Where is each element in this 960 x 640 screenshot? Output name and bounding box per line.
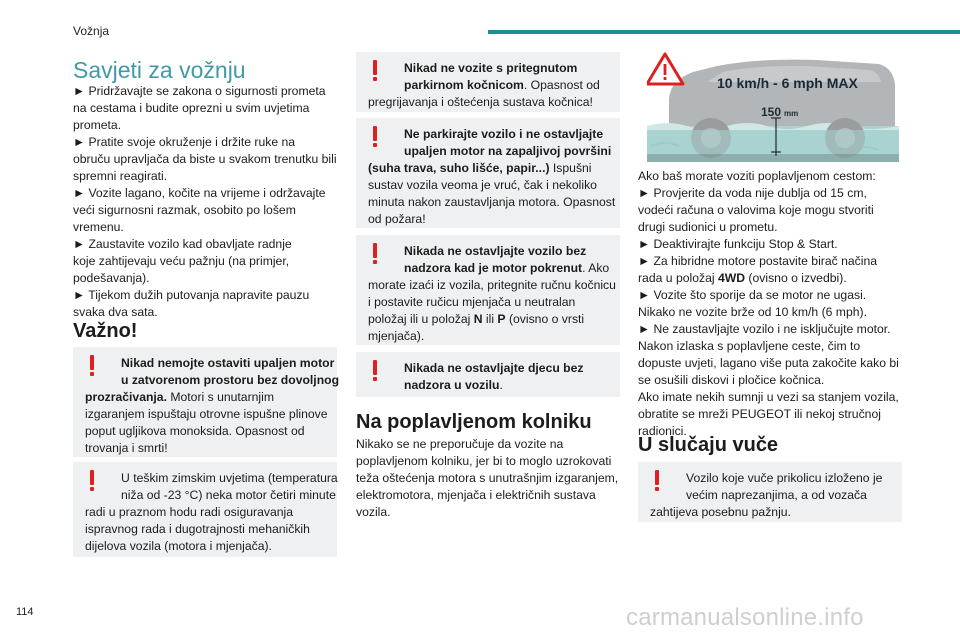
tip-line: ► Zaustavite vozilo kad obavljate radnje [73,237,292,251]
speed-limit-label: 10 km/h - 6 mph MAX [717,75,858,91]
important-heading: Važno! [73,320,138,342]
flood-step-line: ► Provjerite da voda nije dublja od 15 cm, [638,186,867,200]
warning-text: (suha trava, suho lišće, papir...) [368,161,550,175]
warning-icon [372,60,378,81]
tip-line: ► Tijekom dužih putovanja napravite pauzu [73,288,310,302]
warning-text: . [499,378,503,392]
warning-text: dijelova vozila (motora i mjenjača). [85,539,272,553]
flood-intro [356,436,620,521]
tip-line: ► Pridržavajte se zakona o sigurnosti prometa [73,84,326,98]
warning-text: pregrijavanja i oštećenja sustava kočnica! [368,95,593,109]
warning-text: zahtijeva posebnu pažnju. [650,505,791,519]
warning-icon [89,355,95,376]
tip-line: obruču upravljača da biste u svakom trenutku bili [73,152,337,166]
towing-heading: U slučaju vuče [638,434,779,456]
warning-text: (ovisno o vrsti [505,312,585,326]
flood-steps [638,168,906,440]
warning-text: parkirnom kočnicom [404,78,524,92]
flood-text-line: poplavljenom kolniku, jer bi to moglo uzrokovati [356,454,612,468]
flood-step-line: (ovisno o izvedbi). [745,271,847,285]
warning-icon [89,470,95,491]
warning-text: mjenjača). [368,329,425,343]
flood-text-line: teža oštećenja motora s unutrašnjim izgaranjem, [356,471,619,485]
section-label: Vožnja [73,24,110,38]
warning-icon [654,470,660,491]
warning-text: ispravnog rada i dugotrajnosti mehaničkih [85,522,310,536]
tip-line: podešavanja). [73,271,150,285]
warning-text: ili [482,312,498,326]
warning-text: niža od -23 °C) neka motor četiri minute [121,488,336,502]
warning-text: Motori s unutarnjim [166,390,274,404]
tip-line: prometa. [73,118,122,132]
depth-value: 150 [761,105,782,119]
warning-text: Nikada ne ostavljajte vozilo bez [404,244,587,258]
warning-text: Nikada ne ostavljajte djecu bez [404,361,584,375]
flood-step-line: ► Za hibridne motore postavite birač načina [638,254,878,268]
warning-text: Ispušni [549,161,592,175]
warning-text: nadzora kad je motor pokrenut [404,261,583,275]
tip-line: ► Vozite lagano, kočite na vrijeme i održavajte [73,186,326,200]
gear-position-n: N [473,312,483,326]
header-accent-bar [488,30,960,34]
depth-unit: mm [784,109,799,118]
warning-text: radi u praznom hodu radi osiguravanja [85,505,293,519]
warning-text: u zatvorenom prostoru bez dovoljnog [121,373,340,387]
flood-step-line: obratite se mreži PEUGEOT ili nekoj stručnoj [638,407,881,421]
warning-text: Vozilo koje vuče prikolicu izloženo je [686,471,883,485]
flood-step-line: vodeći računa o valovima koje mogu stvoriti [638,203,874,217]
warning-text: i postavite ručicu mjenjača u neutralan [368,295,576,309]
warning-box-unattended-vehicle [356,235,620,345]
flood-step-line: se osušili diskovi i pločice kočnica. [638,373,825,387]
flood-step-line: ► Ne zaustavljajte vozilo i ne isključujte motor. [638,322,891,336]
tip-line: na cestama i budite oprezni u svim uvjetima [73,101,310,115]
warning-text: položaj ili u položaj [368,312,474,326]
tip-line: koje zahtijevaju veću pažnju (na primjer, [73,254,290,268]
flood-heading: Na poplavljenom kolniku [356,411,592,433]
watermark: carmanualsonline.info [626,604,864,631]
mode-4wd: 4WD [717,271,746,285]
flood-step-line: Ako imate nekih sumnji u vezi sa stanjem vozila, [638,390,899,404]
warning-text: upaljen motor na zapaljivoj površini [404,144,612,158]
flood-step-line: Ako baš morate voziti poplavljenom cestom: [638,169,876,183]
flood-step-line: Nikako ne vozite brže od 10 km/h (6 mph). [638,305,867,319]
flood-step-line: ► Deaktivirajte funkciju Stop & Start. [638,237,838,251]
flood-step-line: radionici. [638,424,687,438]
tip-line: spremni reagirati. [73,169,168,183]
warning-text: trovanja i smrti! [85,441,168,455]
warning-box-ventilation [73,347,340,457]
flood-step-line: drugi sudionici u prometu. [638,220,778,234]
warning-text: Nikad ne vozite s pritegnutom [404,61,578,75]
warning-text: U teškim zimskim uvjetima (temperatura [121,471,338,485]
warning-text: izgaranjem ispuštaju otrovne ispušne plinove [85,407,328,421]
warning-text: Ne parkirajte vozilo i ne ostavljajte [404,127,604,141]
warning-box-winter [73,462,337,557]
warning-text: . Ako [582,261,610,275]
warning-text: poput ugljikova monoksida. Opasnost od [85,424,305,438]
gear-position-p: P [497,312,506,326]
warning-text: Nikad nemojte ostaviti upaljen motor [121,356,335,370]
flood-text-line: vozila. [356,505,391,519]
warning-box-parking-brake [356,52,620,112]
tip-line: ► Pratite svoje okruženje i držite ruke na [73,135,296,149]
flood-step-line: dopuste uvjeti, lagano više puta zakočite kako bi [638,356,899,370]
flood-text-line: elektromotora, mjenjača i električnih sustava [356,488,596,502]
flood-step-line: ► Vozite što sporije da se motor ne ugasi. [638,288,867,302]
page-number: 114 [16,606,34,618]
tip-line: vremenu. [73,220,124,234]
warning-icon [372,360,378,381]
driving-tips [73,83,341,321]
page-title: Savjeti za vožnju [73,57,246,83]
tip-line: veći sigurnosni razmak, osobito po lošem [73,203,296,217]
warning-text: morate izaći iz vozila, pritegnite ručnu kočnicu [368,278,616,292]
warning-text: nadzora u vozilu [404,378,500,392]
warning-text: od požara! [368,212,426,226]
warning-text: . Opasnost od [523,78,600,92]
warning-text: većim naprezanjima, a od vozača [686,488,867,502]
flood-text-line: Nikako se ne preporučuje da vozite na [356,437,564,451]
warning-box-flammable [356,118,620,228]
flood-illustration [647,50,899,162]
flood-step-line: Nakon izlaska s poplavljene ceste, čim to [638,339,861,353]
warning-icon [372,243,378,264]
tip-line: svaka dva sata. [73,305,158,319]
warning-text: sustav vozila veoma je vruć, čak i nekoliko [368,178,597,192]
warning-box-children [356,352,620,397]
warning-text: prozračivanja. [85,390,167,404]
warning-text: minuta nakon zaustavljanja motora. Opasnost [368,195,616,209]
flood-step-line: rada u položaj [638,271,718,285]
warning-box-towing [638,462,902,522]
warning-icon [372,126,378,147]
